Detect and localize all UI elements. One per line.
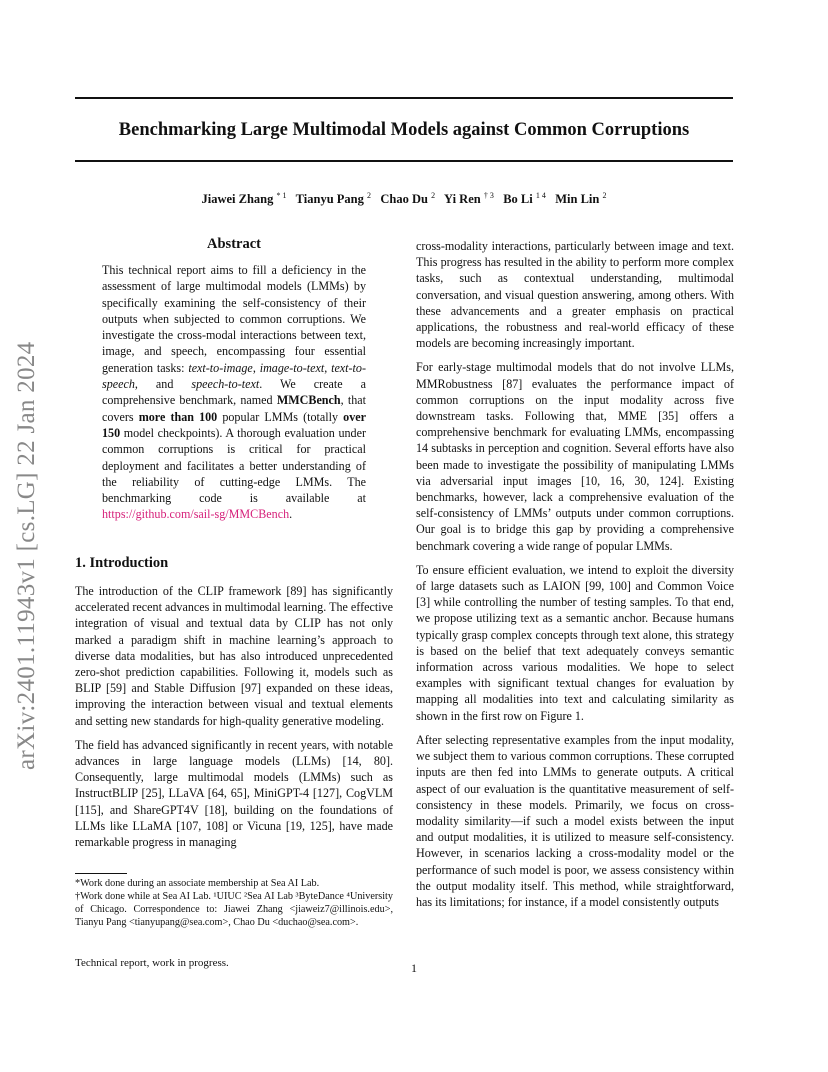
author: Jiawei Zhang $^{* 1}$ (201, 191, 287, 207)
body-paragraph: cross-modality interactions, particularly between image and text. This progress has resulted in the ability to perform more complex tasks, such as contextual understanding, multimodal conversation, and visual question answering, among others. With these advancements and a greater emphasis on practical applications, the robustness and real-world efficacy of these models are becoming increasingly important. (416, 239, 734, 351)
author: Chao Du $^2$ (380, 191, 436, 207)
page-number: 1 (411, 961, 417, 975)
footnote-rule (75, 873, 127, 874)
code-link[interactable]: https://github.com/sail-sg/MMCBench (102, 507, 290, 522)
author: Yi Ren $^{\dagger 3}$ (444, 191, 494, 207)
intro-paragraph-2: The field has advanced significantly in recent years, with notable advances in large language models (LLMs) [14, 80]. Consequently, large multimodal models (LMMs) such as InstructBLIP [25], LLaVA [64, 65], MiniGPT-4 [127], CogVLM [115], and ShareGPT4V [18], building on the foundations of LLMs like LLaMA [107, 108] or Vicuna [19, 125], have made remarkable progress in managing (75, 737, 393, 850)
author: Bo Li $^{1 4}$ (503, 191, 546, 207)
footnotes (75, 877, 393, 929)
technical-report-note: Technical report, work in progress. (75, 957, 229, 969)
author: Min Lin $^2$ (555, 191, 607, 207)
left-column-body (75, 583, 393, 858)
footnote-2: †Work done while at Sea AI Lab. ¹UIUC ²Sea AI Lab ³ByteDance ⁴University of Chicago. Correspondence to: Jiawei Zhang <jiaweiz7@illinois.edu>, Tianyu Pang <tianyupang@sea.com>, Chao Du <duchao@sea.com>. (75, 891, 393, 928)
footnote-1: *Work done during an associate membership at Sea AI Lab. (75, 878, 320, 889)
abstract-body: This technical report aims to fill a deficiency in the assessment of large multimodal models (LMMs) by specifically examining the self-consistency of their outputs when subjected to common corruptions. We investigate the cross-modal interactions between text, image, and speech, encompassing four essential generation tasks: text-to-image, image-to-text, text-to-speech, and speech-to-text. We create a comprehensive benchmark, named MMCBench, that covers more than 100 popular LMMs (totally over 150 model checkpoints). A thorough evaluation under common corruptions is critical for practical deployment and facilitates a better understanding of the reliability of cutting-edge LMMs. The benchmarking code is available at https://github.com/sail-sg/MMCBench. (102, 263, 367, 522)
author: Tianyu Pang $^2$ (295, 191, 371, 207)
body-paragraph: After selecting representative examples from the input modality, we subject them to various common corruptions. These corrupted inputs are then fed into LMMs to generate outputs. A critical aspect of our evaluation is the quantitative measurement of self-consistency in these models. Primarily, we focus on cross-modality similarity—if such a model exists between the input and output modalities, it is utilized to measure self-consistency. However, in scenarios lacking a cross-modality model or the performance of such model is poor, we assess consistency within the output modality itself. This method, while straightforward, has its limitations; for instance, if a model consistently outputs (416, 732, 734, 909)
arxiv-identifier[interactable]: arXiv:2401.11943v1 [cs.LG] 22 Jan 2024 (13, 341, 40, 770)
body-paragraph: To ensure efficient evaluation, we intend to exploit the diversity of large datasets such as LAION [99, 100] and Common Voice [3] while controlling the number of testing samples. To that end, we propose utilizing text as a semantic anchor. Because humans typically grasp complex concepts through text alone, this strategy is based on the belief that text adequately conveys semantic information across various modalities. We hope to select examples with significant textual changes for evaluation by mapping all modalities into text and calculating similarity as shown in the first row on Figure 1. (416, 562, 734, 723)
right-column-body (416, 238, 734, 918)
intro-paragraph-1: The introduction of the CLIP framework [89] has significantly accelerated recent advances in multimodal learning. The effective integration of visual and textual data by CLIP has not only marked a paradigm shift in machine learning’s approach to diverse data modalities, but has also introduced unprecedented zero-shot prediction capabilities. Following it, models such as BLIP [59] and Stable Diffusion [97] expanded on these ideas, improving the interaction between visual and textual elements and setting new standards for high-quality generative modeling. (75, 584, 393, 728)
top-rule (75, 97, 733, 99)
author-list (75, 191, 733, 207)
title-rule (75, 160, 733, 162)
section-heading: 1. Introduction (75, 555, 169, 571)
abstract-heading: Abstract (207, 236, 261, 252)
body-paragraph: For early-stage multimodal models that do not involve LLMs, MMRobustness [87] evaluates the performance impact of common corruptions on the input modality across five downstream tasks. Following that, MME [35] offers a comprehensive benchmark for evaluating LMMs, encompassing 14 subtasks in perception and cognition. Several efforts have also been made to investigate the possibility of manipulating LMMs via adversarial input images [10, 16, 30, 124]. Existing benchmarks, however, lack a comprehensive evaluation of the self-consistency of LMMs’ outputs under common corruptions. Our goal is to bridge this gap by providing a comprehensive benchmark covering a wide range of popular LMMs. (416, 360, 734, 553)
paper-title: Benchmarking Large Multimodal Models against Common Corruptions (118, 120, 690, 140)
